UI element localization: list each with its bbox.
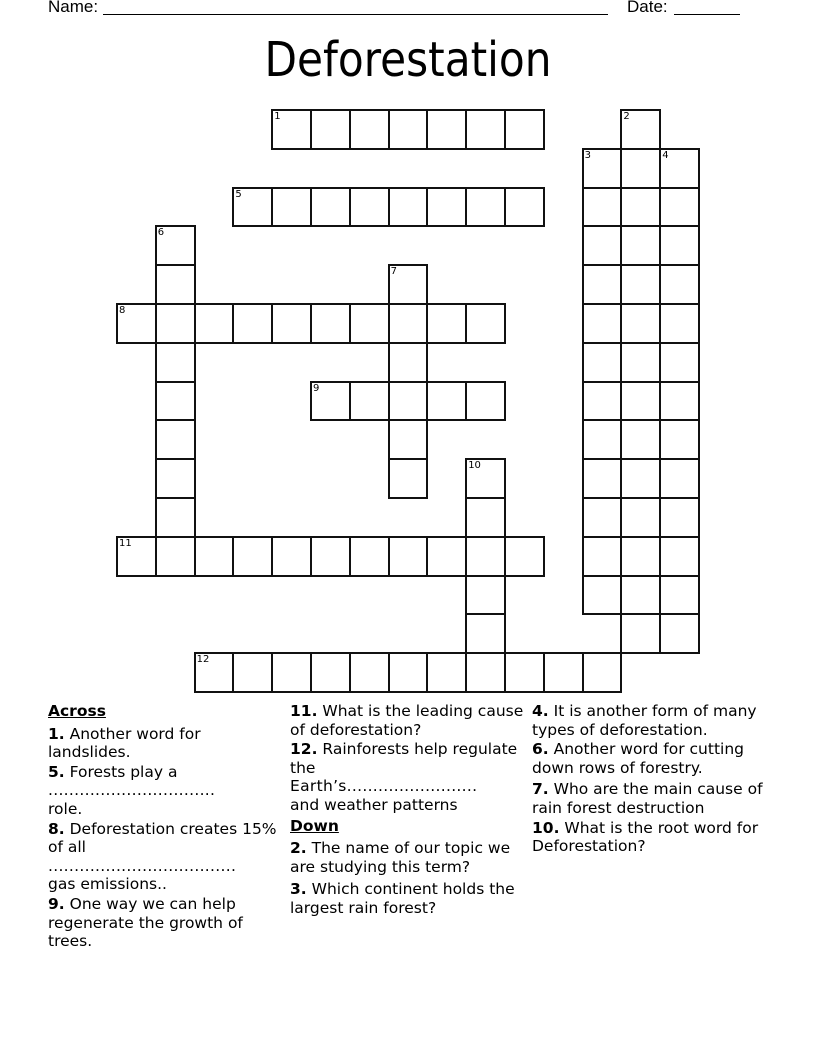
grid-cell[interactable] xyxy=(620,381,661,422)
grid-cell[interactable] xyxy=(465,575,506,616)
grid-cell[interactable] xyxy=(426,303,467,344)
grid-cell[interactable] xyxy=(582,148,623,189)
grid-cell[interactable] xyxy=(659,575,700,616)
grid-cell[interactable] xyxy=(426,652,467,693)
puzzle-title: Deforestation xyxy=(264,32,552,88)
clue-number: 9 xyxy=(313,382,320,394)
clue-down-6: 6. Another word for cutting down rows of forestry. xyxy=(532,740,745,777)
grid-cell[interactable] xyxy=(659,458,700,499)
across-heading: Across xyxy=(48,702,106,720)
clue-down-3: 3. Which continent holds the largest rain forest? xyxy=(290,880,515,917)
grid-cell[interactable] xyxy=(271,187,312,228)
grid-cell[interactable] xyxy=(620,536,661,577)
grid-cell[interactable] xyxy=(349,381,390,422)
grid-cell[interactable] xyxy=(349,652,390,693)
grid-cell[interactable] xyxy=(620,575,661,616)
grid-cell[interactable] xyxy=(465,652,506,693)
grid-cell[interactable] xyxy=(582,536,623,577)
grid-cell[interactable] xyxy=(426,109,467,150)
grid-cell[interactable] xyxy=(582,303,623,344)
grid-cell[interactable] xyxy=(659,303,700,344)
grid-cell[interactable] xyxy=(620,225,661,266)
grid-cell[interactable] xyxy=(388,458,429,499)
grid-cell[interactable] xyxy=(155,381,196,422)
grid-cell[interactable] xyxy=(349,536,390,577)
grid-cell[interactable] xyxy=(659,264,700,305)
grid-cell[interactable] xyxy=(620,187,661,228)
grid-cell[interactable] xyxy=(310,652,351,693)
clue-down-2: 2. The name of our topic we are studying this term? xyxy=(290,839,511,876)
date-label: Date: xyxy=(627,0,668,16)
grid-cell[interactable] xyxy=(310,536,351,577)
grid-cell[interactable] xyxy=(620,109,661,150)
grid-cell[interactable] xyxy=(659,536,700,577)
grid-cell[interactable] xyxy=(504,187,545,228)
grid-cell[interactable] xyxy=(155,342,196,383)
grid-cell[interactable] xyxy=(504,536,545,577)
grid-cell[interactable] xyxy=(620,264,661,305)
grid-cell[interactable] xyxy=(465,303,506,344)
grid-cell[interactable] xyxy=(310,381,351,422)
grid-cell[interactable] xyxy=(349,303,390,344)
clue-number: 11 xyxy=(119,537,132,549)
grid-cell[interactable] xyxy=(388,303,429,344)
grid-cell[interactable] xyxy=(349,109,390,150)
grid-cell[interactable] xyxy=(194,652,235,693)
grid-cell[interactable] xyxy=(426,536,467,577)
clue-number: 8 xyxy=(119,305,126,316)
grid-cell[interactable] xyxy=(310,187,351,228)
grid-cell[interactable] xyxy=(582,264,623,305)
clue-across-9: 9. One way we can help regenerate the growth of trees. xyxy=(48,894,243,951)
clue-number: 2 xyxy=(623,111,630,122)
grid-cell[interactable] xyxy=(426,187,467,228)
grid-cell[interactable] xyxy=(582,497,623,538)
clue-number: 12 xyxy=(196,654,210,666)
clue-across-1: 1. Another word for landslides. xyxy=(48,724,201,762)
grid-cell[interactable] xyxy=(620,419,661,460)
clues-column-2 xyxy=(290,702,526,919)
grid-cell[interactable] xyxy=(388,381,429,422)
grid-cell[interactable] xyxy=(620,613,661,654)
grid-cell[interactable] xyxy=(543,652,584,693)
grid-cell[interactable] xyxy=(659,497,700,538)
grid-cell[interactable] xyxy=(426,381,467,422)
grid-cell[interactable] xyxy=(659,148,700,189)
grid-cell[interactable] xyxy=(582,381,623,422)
grid-cell[interactable] xyxy=(155,264,196,305)
grid-cell[interactable] xyxy=(465,536,506,577)
grid-cell[interactable] xyxy=(349,187,390,228)
grid-cell[interactable] xyxy=(271,652,312,693)
grid-cell[interactable] xyxy=(465,613,506,654)
grid-cell[interactable] xyxy=(388,187,429,228)
grid-cell[interactable] xyxy=(232,187,273,228)
grid-cell[interactable] xyxy=(155,303,196,344)
grid-cell[interactable] xyxy=(504,652,545,693)
grid-cell[interactable] xyxy=(388,419,429,460)
grid-cell[interactable] xyxy=(659,342,700,383)
grid-cell[interactable] xyxy=(155,497,196,538)
grid-cell[interactable] xyxy=(504,109,545,150)
grid-cell[interactable] xyxy=(659,381,700,422)
grid-cell[interactable] xyxy=(465,497,506,538)
grid-cell[interactable] xyxy=(620,458,661,499)
clues-column-1 xyxy=(48,702,284,952)
clue-down-4: 4. It is another form of many types of deforestation. xyxy=(532,702,757,739)
grid-cell[interactable] xyxy=(620,303,661,344)
grid-cell[interactable] xyxy=(388,342,429,383)
grid-cell[interactable] xyxy=(155,225,196,266)
grid-cell[interactable] xyxy=(116,303,157,344)
grid-cell[interactable] xyxy=(465,187,506,228)
clue-down-7: 7. Who are the main cause of rain forest destruction xyxy=(532,780,763,817)
down-heading: Down xyxy=(290,816,339,835)
clue-number: 4 xyxy=(662,149,669,161)
clue-number: 7 xyxy=(390,266,397,278)
grid-cell[interactable] xyxy=(582,458,623,499)
grid-cell[interactable] xyxy=(271,109,312,150)
grid-cell[interactable] xyxy=(582,342,623,383)
clues-column-3 xyxy=(532,702,768,857)
grid-cell[interactable] xyxy=(271,536,312,577)
grid-cell[interactable] xyxy=(659,419,700,460)
grid-cell[interactable] xyxy=(659,187,700,228)
grid-cell[interactable] xyxy=(582,652,623,693)
grid-cell[interactable] xyxy=(582,187,623,228)
grid-cell[interactable] xyxy=(310,303,351,344)
clue-number: 3 xyxy=(584,149,591,161)
clue-number: 1 xyxy=(274,111,281,122)
grid-cell[interactable] xyxy=(465,458,506,499)
grid-cell[interactable] xyxy=(620,497,661,538)
clue-across-5: 5. Forests play a ................................ role. xyxy=(48,762,216,818)
grid-cell[interactable] xyxy=(465,109,506,150)
clue-number: 10 xyxy=(468,460,481,472)
grid-cell[interactable] xyxy=(659,225,700,266)
grid-cell[interactable] xyxy=(232,652,273,693)
name-label: Name: xyxy=(48,0,99,16)
clue-number: 5 xyxy=(235,188,242,200)
grid-cell[interactable] xyxy=(155,458,196,499)
grid-cell[interactable] xyxy=(659,613,700,654)
grid-cell[interactable] xyxy=(155,419,196,460)
grid-cell[interactable] xyxy=(194,536,235,577)
clue-across-8: 8. Deforestation creates 15% of all .................................... gas emissions.. xyxy=(48,819,277,894)
grid-cell[interactable] xyxy=(155,536,196,577)
grid-cell[interactable] xyxy=(388,109,429,150)
grid-cell[interactable] xyxy=(388,264,429,305)
grid-cell[interactable] xyxy=(232,536,273,577)
grid-cell[interactable] xyxy=(388,652,429,693)
grid-cell[interactable] xyxy=(232,303,273,344)
grid-cell[interactable] xyxy=(582,225,623,266)
grid-cell[interactable] xyxy=(620,342,661,383)
grid-cell[interactable] xyxy=(388,536,429,577)
grid-cell[interactable] xyxy=(465,381,506,422)
grid-cell[interactable] xyxy=(116,536,157,577)
grid-cell[interactable] xyxy=(310,109,351,150)
clue-down-10: 10. What is the root word for Deforestation? xyxy=(532,818,759,856)
grid-cell[interactable] xyxy=(194,303,235,344)
clue-across-12: 12. Rainforests help regulate the Earth’s......................... and weather patterns xyxy=(290,740,518,814)
clue-across-11: 11. What is the leading cause of deforestation? xyxy=(290,702,524,739)
grid-cell[interactable] xyxy=(271,303,312,344)
grid-cell[interactable] xyxy=(620,148,661,189)
clue-number: 6 xyxy=(157,227,165,239)
grid-cell[interactable] xyxy=(582,575,623,616)
grid-cell[interactable] xyxy=(582,419,623,460)
